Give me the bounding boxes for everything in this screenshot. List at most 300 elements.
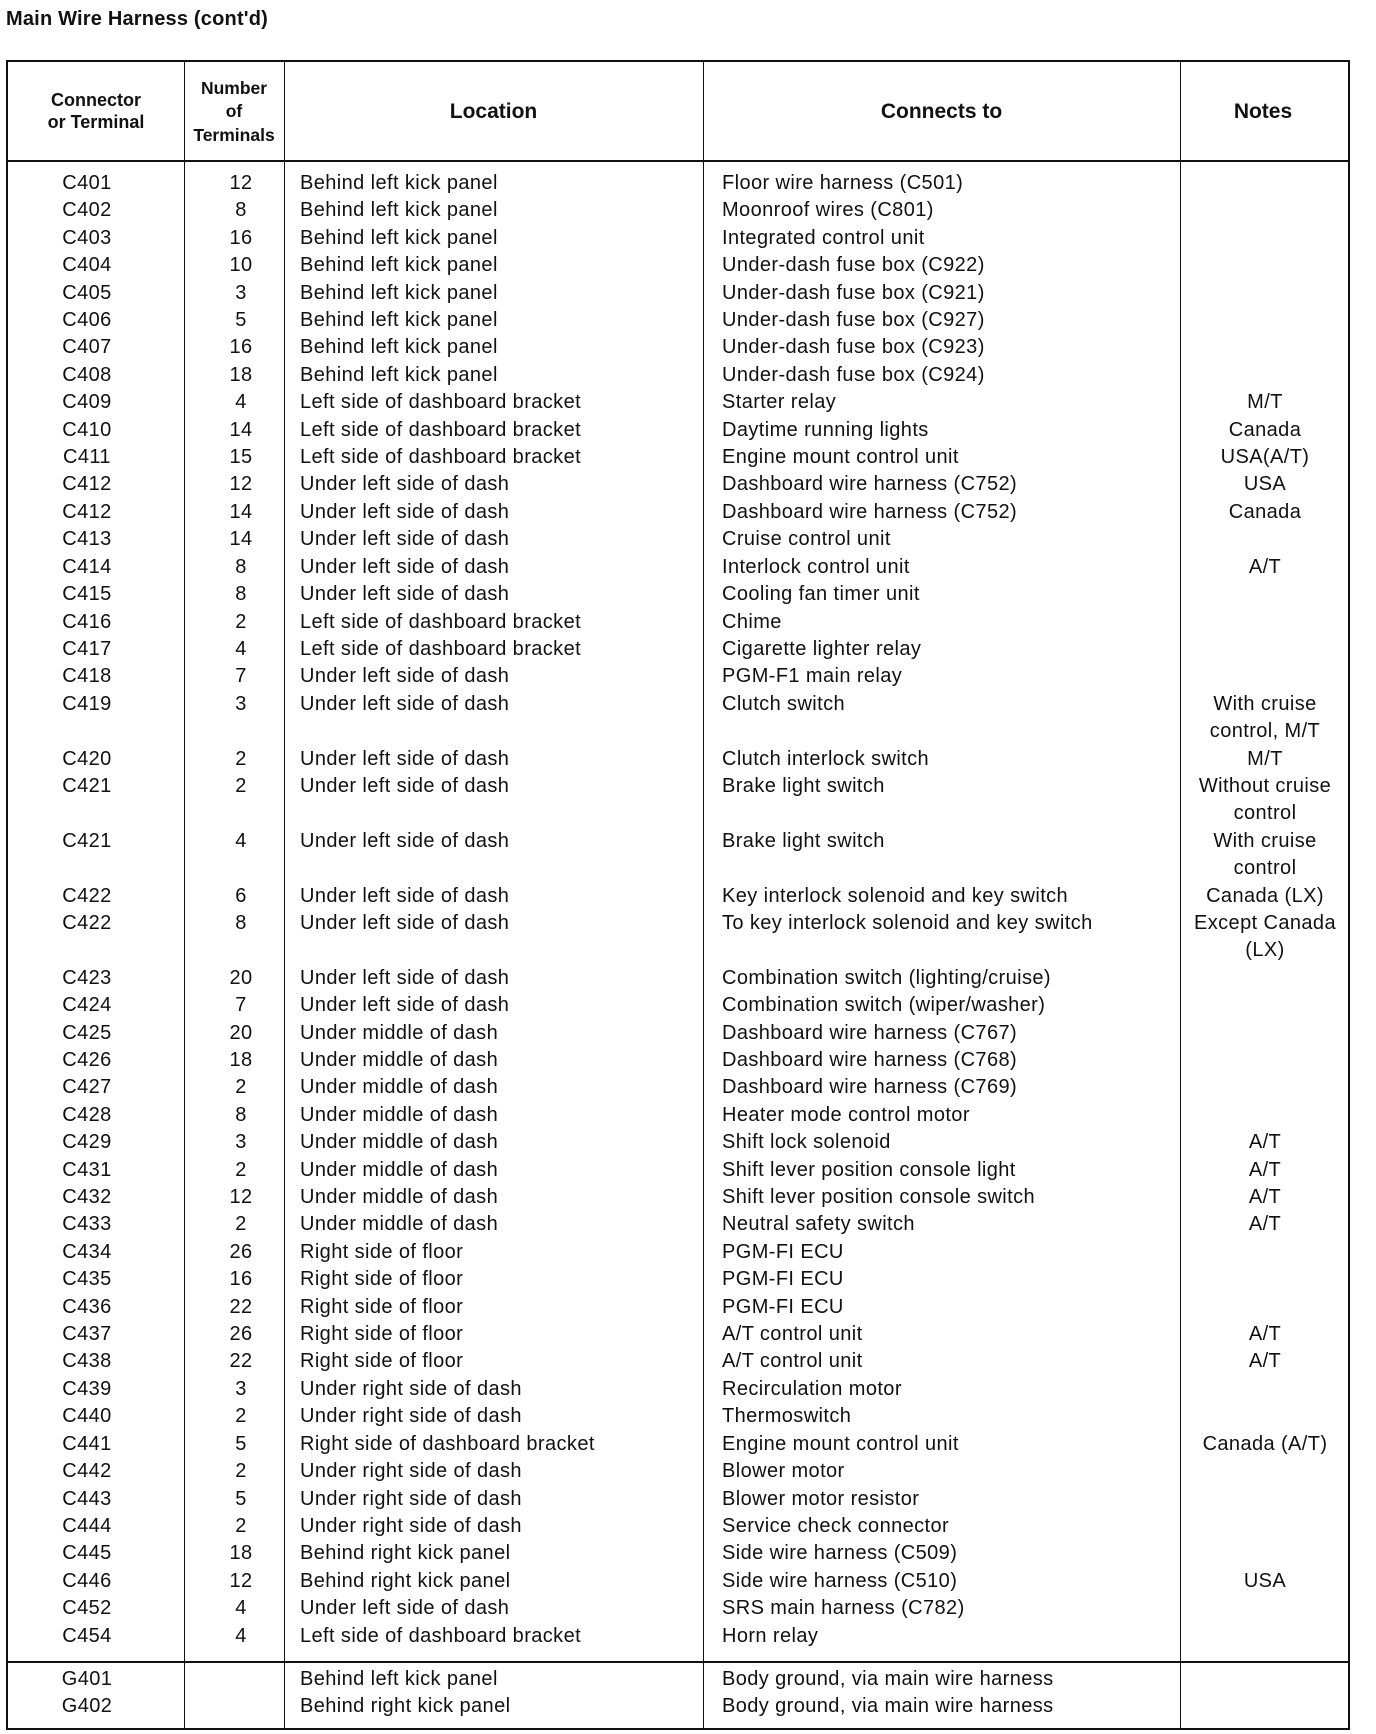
location-cell: Left side of dashboard bracket: [300, 446, 582, 469]
connects-to-cell: Recirculation motor: [722, 1377, 902, 1400]
terminals-cell: 4: [235, 637, 247, 660]
notes-cell: [1182, 526, 1348, 553]
location-cell: Under middle of dash: [300, 1103, 499, 1126]
location-cell: Under right side of dash: [300, 1377, 522, 1400]
table-row: [8, 965, 1348, 992]
connects-to-cell: Blower motor: [722, 1460, 845, 1483]
terminals-cell: 8: [235, 583, 247, 606]
connector-cell: C403: [62, 226, 112, 249]
table-row: [8, 1348, 1348, 1375]
connector-rows: [8, 170, 1348, 1650]
connector-cell: C428: [62, 1103, 112, 1126]
notes-cell: USA(A/T): [1220, 446, 1310, 469]
connector-cell: C416: [62, 610, 112, 633]
terminals-cell: 8: [235, 911, 247, 934]
connects-to-cell: Cruise control unit: [722, 528, 891, 551]
connects-to-cell: To key interlock solenoid and key switch: [722, 911, 1093, 934]
header-location: Location: [449, 100, 538, 124]
connector-cell: C405: [62, 281, 112, 304]
location-cell: Under left side of dash: [300, 774, 510, 797]
terminals-cell: 26: [229, 1323, 253, 1346]
connects-to-cell: Dashboard wire harness (C767): [722, 1021, 1018, 1044]
notes-cell: [1182, 280, 1348, 307]
notes-cell: [1182, 1623, 1348, 1650]
connects-to-cell: Shift lever position console switch: [722, 1186, 1036, 1209]
connector-cell: C410: [62, 418, 112, 441]
ground-rows: [8, 1666, 1348, 1721]
table-row: [8, 225, 1348, 252]
table-row: [8, 1157, 1348, 1184]
connects-to-cell: Service check connector: [722, 1514, 950, 1537]
location-cell: Under right side of dash: [300, 1487, 522, 1510]
connector-cell: C404: [62, 254, 112, 277]
terminals-cell: 2: [235, 1076, 247, 1099]
location-cell: Under left side of dash: [300, 692, 510, 715]
notes-cell: [1182, 992, 1348, 1019]
connector-cell: C421: [62, 774, 112, 797]
connects-to-cell: Starter relay: [722, 391, 837, 414]
location-cell: Under right side of dash: [300, 1460, 522, 1483]
connects-to-cell: Combination switch (wiper/washer): [722, 994, 1046, 1017]
notes-cell: With cruise control, M/T: [1209, 692, 1321, 743]
location-cell: Left side of dashboard bracket: [300, 610, 582, 633]
connects-to-cell: A/T control unit: [722, 1350, 863, 1373]
connects-to-cell: Interlock control unit: [722, 555, 910, 578]
table-row: [8, 444, 1348, 471]
connects-to-cell: Side wire harness (C510): [722, 1569, 958, 1592]
location-cell: Under left side of dash: [300, 966, 510, 989]
notes-cell: [1182, 1294, 1348, 1321]
table-row: [8, 1321, 1348, 1348]
connects-to-cell: Shift lock solenoid: [722, 1131, 891, 1154]
table-row: [8, 609, 1348, 636]
terminals-cell: 4: [235, 1624, 247, 1647]
notes-cell: [1182, 1074, 1348, 1101]
terminals-cell: 16: [229, 226, 253, 249]
header-connector: Connector or Terminal: [47, 90, 145, 132]
connector-cell: C424: [62, 994, 112, 1017]
notes-cell: A/T: [1248, 1158, 1282, 1181]
notes-cell: [1182, 1239, 1348, 1266]
table-row: [8, 389, 1348, 416]
location-cell: Behind left kick panel: [300, 1668, 498, 1690]
notes-cell: A/T: [1248, 1213, 1282, 1236]
connects-to-cell: Under-dash fuse box (C921): [722, 281, 985, 304]
location-cell: Under left side of dash: [300, 829, 510, 852]
location-cell: Right side of floor: [300, 1268, 464, 1291]
location-cell: Behind left kick panel: [300, 281, 498, 304]
connector-cell: C413: [62, 528, 112, 551]
notes-cell: USA: [1243, 473, 1287, 496]
connects-to-cell: Dashboard wire harness (C769): [722, 1076, 1018, 1099]
notes-cell: Canada: [1228, 418, 1302, 441]
location-cell: Under middle of dash: [300, 1131, 499, 1154]
table-row: [8, 280, 1348, 307]
connector-cell: C446: [62, 1569, 112, 1592]
table-row: [8, 1595, 1348, 1622]
location-cell: Under left side of dash: [300, 884, 510, 907]
connector-cell: C422: [62, 911, 112, 934]
notes-cell: [1182, 1020, 1348, 1047]
location-cell: Behind left kick panel: [300, 309, 498, 332]
terminals-cell: 4: [235, 391, 247, 414]
connects-to-cell: Neutral safety switch: [722, 1213, 915, 1236]
table-row: [8, 471, 1348, 498]
location-cell: Under left side of dash: [300, 555, 510, 578]
connects-to-cell: Cooling fan timer unit: [722, 583, 920, 606]
terminals-cell: 14: [229, 418, 253, 441]
notes-cell: [1182, 362, 1348, 389]
table-row: [8, 1047, 1348, 1074]
connector-cell: C425: [62, 1021, 112, 1044]
connector-cell: C427: [62, 1076, 112, 1099]
connects-to-cell: Engine mount control unit: [722, 446, 959, 469]
terminals-cell: 2: [235, 1405, 247, 1428]
table-row: [8, 691, 1348, 746]
notes-cell: [1182, 1666, 1348, 1693]
connects-to-cell: PGM-FI ECU: [722, 1268, 844, 1291]
table-row: [8, 1211, 1348, 1238]
terminals-cell: 14: [229, 528, 253, 551]
terminals-cell: 2: [235, 774, 247, 797]
table-row: [8, 746, 1348, 773]
table-row: [8, 663, 1348, 690]
connects-to-cell: Body ground, via main wire harness: [722, 1668, 1054, 1690]
terminals-cell: 7: [235, 994, 247, 1017]
table-row: [8, 883, 1348, 910]
table-row: [8, 197, 1348, 224]
connects-to-cell: Key interlock solenoid and key switch: [722, 884, 1069, 907]
location-cell: Right side of dashboard bracket: [300, 1432, 595, 1455]
header-connects-to: Connects to: [880, 100, 1003, 124]
notes-cell: A/T: [1248, 1131, 1282, 1154]
connects-to-cell: A/T control unit: [722, 1323, 863, 1346]
terminals-cell: [186, 1666, 286, 1693]
page-title: Main Wire Harness (cont'd): [6, 8, 269, 30]
notes-cell: [1182, 334, 1348, 361]
connector-cell: C454: [62, 1624, 112, 1647]
notes-cell: A/T: [1248, 1350, 1282, 1373]
terminals-cell: 12: [229, 1569, 253, 1592]
location-cell: Behind left kick panel: [300, 199, 498, 222]
location-cell: Behind right kick panel: [300, 1695, 511, 1718]
connects-to-cell: Body ground, via main wire harness: [722, 1695, 1054, 1718]
notes-cell: Canada (A/T): [1202, 1432, 1328, 1455]
table-row: [8, 828, 1348, 883]
terminals-cell: 12: [229, 172, 253, 194]
location-cell: Behind left kick panel: [300, 363, 498, 386]
terminals-cell: 8: [235, 199, 247, 222]
terminals-cell: 22: [229, 1350, 253, 1373]
terminals-cell: 2: [235, 1158, 247, 1181]
table-row: [8, 1102, 1348, 1129]
header-number-of-terminals: Number of Terminals: [193, 77, 275, 145]
table-row: [8, 1403, 1348, 1430]
terminals-cell: 8: [235, 1103, 247, 1126]
terminals-cell: 7: [235, 665, 247, 688]
notes-cell: [1182, 197, 1348, 224]
notes-cell: USA: [1243, 1569, 1287, 1592]
connector-cell: C438: [62, 1350, 112, 1373]
location-cell: Behind left kick panel: [300, 254, 498, 277]
connector-cell: G402: [61, 1695, 113, 1718]
connects-to-cell: Chime: [722, 610, 782, 633]
location-cell: Behind left kick panel: [300, 226, 498, 249]
header-notes: Notes: [1233, 100, 1293, 124]
connects-to-cell: Dashboard wire harness (C752): [722, 500, 1018, 523]
location-cell: Under left side of dash: [300, 747, 510, 770]
connector-cell: C415: [62, 583, 112, 606]
notes-cell: [1182, 581, 1348, 608]
connector-cell: C437: [62, 1323, 112, 1346]
connects-to-cell: Heater mode control motor: [722, 1103, 970, 1126]
notes-cell: [1182, 1376, 1348, 1403]
location-cell: Under right side of dash: [300, 1514, 522, 1537]
terminals-cell: 3: [235, 281, 247, 304]
table-row: [8, 773, 1348, 828]
notes-cell: [1182, 1266, 1348, 1293]
table-row: [8, 1376, 1348, 1403]
connector-cell: C419: [62, 692, 112, 715]
terminals-cell: 4: [235, 829, 247, 852]
connector-cell: C452: [62, 1597, 112, 1620]
connector-cell: C444: [62, 1514, 112, 1537]
table-row: [8, 1513, 1348, 1540]
connector-cell: C431: [62, 1158, 112, 1181]
table-row: [8, 1129, 1348, 1156]
table-row: [8, 1020, 1348, 1047]
notes-cell: With cruise control: [1213, 829, 1317, 880]
connects-to-cell: Moonroof wires (C801): [722, 199, 934, 222]
notes-cell: [1182, 636, 1348, 663]
connector-cell: C402: [62, 199, 112, 222]
connector-cell: C422: [62, 884, 112, 907]
table-row: [8, 1239, 1348, 1266]
connects-to-cell: PGM-FI ECU: [722, 1295, 844, 1318]
connects-to-cell: Under-dash fuse box (C927): [722, 309, 985, 332]
notes-cell: Except Canada (LX): [1194, 911, 1336, 962]
connects-to-cell: Dashboard wire harness (C752): [722, 473, 1018, 496]
table-row: [8, 499, 1348, 526]
terminals-cell: 18: [229, 363, 253, 386]
notes-cell: [1182, 1595, 1348, 1622]
table-row: [8, 362, 1348, 389]
location-cell: Right side of floor: [300, 1350, 464, 1373]
table-row: [8, 1568, 1348, 1595]
connector-cell: C421: [62, 829, 112, 852]
location-cell: Behind right kick panel: [300, 1569, 511, 1592]
terminals-cell: 18: [229, 1049, 253, 1071]
notes-cell: M/T: [1247, 391, 1283, 414]
connector-cell: C414: [62, 555, 112, 578]
location-cell: Under left side of dash: [300, 473, 510, 496]
location-cell: Under left side of dash: [300, 1597, 510, 1620]
table-row: [8, 170, 1348, 197]
terminals-cell: 3: [235, 1377, 247, 1400]
notes-cell: Without cruise control: [1198, 774, 1332, 825]
terminals-cell: 4: [235, 1597, 247, 1620]
connects-to-cell: Floor wire harness (C501): [722, 172, 964, 194]
connector-cell: C418: [62, 665, 112, 688]
connector-cell: C409: [62, 391, 112, 414]
connects-to-cell: Brake light switch: [722, 774, 885, 797]
connects-to-cell: Brake light switch: [722, 829, 885, 852]
connects-to-cell: Shift lever position console light: [722, 1158, 1016, 1181]
connects-to-cell: Under-dash fuse box (C922): [722, 254, 985, 277]
connector-cell: C439: [62, 1377, 112, 1400]
connects-to-cell: SRS main harness (C782): [722, 1597, 965, 1620]
terminals-cell: 20: [229, 1021, 253, 1044]
notes-cell: [1182, 252, 1348, 279]
notes-cell: [1182, 170, 1348, 197]
connector-cell: C441: [62, 1432, 112, 1455]
table-row: [8, 1693, 1348, 1720]
connects-to-cell: Side wire harness (C509): [722, 1542, 958, 1565]
connects-to-cell: Combination switch (lighting/cruise): [722, 966, 1051, 989]
terminals-cell: 22: [229, 1295, 253, 1318]
location-cell: Under right side of dash: [300, 1405, 522, 1428]
terminals-cell: 26: [229, 1240, 253, 1263]
connector-cell: C408: [62, 363, 112, 386]
terminals-cell: 20: [229, 966, 253, 989]
table-row: [8, 1666, 1348, 1693]
table-row: [8, 636, 1348, 663]
table-row: [8, 307, 1348, 334]
table-row: [8, 1540, 1348, 1567]
location-cell: Behind right kick panel: [300, 1542, 511, 1565]
terminals-cell: 3: [235, 1131, 247, 1154]
terminals-cell: 14: [229, 500, 253, 523]
connects-to-cell: Under-dash fuse box (C923): [722, 336, 985, 359]
connects-to-cell: Integrated control unit: [722, 226, 925, 249]
location-cell: Under middle of dash: [300, 1213, 499, 1236]
location-cell: Under left side of dash: [300, 911, 510, 934]
terminals-cell: 3: [235, 692, 247, 715]
table-row: [8, 1431, 1348, 1458]
location-cell: Under middle of dash: [300, 1158, 499, 1181]
connects-to-cell: Cigarette lighter relay: [722, 637, 922, 660]
location-cell: Under middle of dash: [300, 1186, 499, 1209]
terminals-cell: 18: [229, 1542, 253, 1565]
connects-to-cell: Daytime running lights: [722, 418, 929, 441]
connector-cell: C443: [62, 1487, 112, 1510]
connector-cell: C440: [62, 1405, 112, 1428]
notes-cell: [1182, 1458, 1348, 1485]
table-row: [8, 1074, 1348, 1101]
notes-cell: [1182, 1513, 1348, 1540]
location-cell: Right side of floor: [300, 1323, 464, 1346]
terminals-cell: 5: [235, 309, 247, 332]
terminals-cell: 12: [229, 473, 253, 496]
connects-to-cell: Clutch switch: [722, 692, 846, 715]
terminals-cell: 2: [235, 610, 247, 633]
terminals-cell: 8: [235, 555, 247, 578]
table-row: [8, 1623, 1348, 1650]
location-cell: Under left side of dash: [300, 500, 510, 523]
terminals-cell: 2: [235, 1460, 247, 1483]
connector-cell: C445: [62, 1542, 112, 1565]
connects-to-cell: Dashboard wire harness (C768): [722, 1049, 1018, 1071]
table-row: [8, 554, 1348, 581]
location-cell: Left side of dashboard bracket: [300, 418, 582, 441]
table-row: [8, 1458, 1348, 1485]
table-row: [8, 910, 1348, 965]
notes-cell: [1182, 663, 1348, 690]
notes-cell: M/T: [1247, 747, 1283, 770]
location-cell: Under left side of dash: [300, 994, 510, 1017]
connector-cell: C442: [62, 1460, 112, 1483]
harness-table: [6, 60, 1350, 1730]
location-cell: Under middle of dash: [300, 1049, 499, 1071]
terminals-cell: 6: [235, 884, 247, 907]
connector-cell: C412: [62, 500, 112, 523]
connector-cell: C436: [62, 1295, 112, 1318]
table-row: [8, 1266, 1348, 1293]
notes-cell: [1182, 1486, 1348, 1513]
connector-cell: C417: [62, 637, 112, 660]
terminals-cell: 5: [235, 1487, 247, 1510]
notes-cell: [1182, 307, 1348, 334]
terminals-cell: 10: [229, 254, 253, 277]
connector-cell: C420: [62, 747, 112, 770]
terminals-cell: 15: [229, 446, 253, 469]
connector-cell: C435: [62, 1268, 112, 1291]
location-cell: Behind left kick panel: [300, 172, 498, 194]
connects-to-cell: Under-dash fuse box (C924): [722, 363, 985, 386]
connects-to-cell: Clutch interlock switch: [722, 747, 930, 770]
table-row: [8, 992, 1348, 1019]
connector-cell: C407: [62, 336, 112, 359]
location-cell: Under middle of dash: [300, 1076, 499, 1099]
terminals-cell: 16: [229, 1268, 253, 1291]
terminals-cell: [186, 1693, 286, 1720]
location-cell: Left side of dashboard bracket: [300, 637, 582, 660]
location-cell: Under left side of dash: [300, 665, 510, 688]
notes-cell: [1182, 1403, 1348, 1430]
connector-cell: G401: [61, 1668, 113, 1690]
terminals-cell: 2: [235, 1514, 247, 1537]
notes-cell: [1182, 1102, 1348, 1129]
connector-cell: C423: [62, 966, 112, 989]
table-row: [8, 1184, 1348, 1211]
table-row: [8, 1486, 1348, 1513]
notes-cell: Canada: [1228, 500, 1302, 523]
location-cell: Left side of dashboard bracket: [300, 1624, 582, 1647]
connector-cell: C406: [62, 309, 112, 332]
table-row: [8, 526, 1348, 553]
connects-to-cell: PGM-FI ECU: [722, 1240, 844, 1263]
table-row: [8, 581, 1348, 608]
terminals-cell: 16: [229, 336, 253, 359]
connector-cell: C429: [62, 1131, 112, 1154]
notes-cell: [1182, 1693, 1348, 1720]
connector-cell: C401: [62, 172, 112, 194]
connector-cell: C433: [62, 1213, 112, 1236]
location-cell: Right side of floor: [300, 1295, 464, 1318]
connects-to-cell: Horn relay: [722, 1624, 819, 1647]
location-cell: Under middle of dash: [300, 1021, 499, 1044]
ground-rule: [8, 1661, 1348, 1663]
notes-cell: A/T: [1248, 1323, 1282, 1346]
table-row: [8, 1294, 1348, 1321]
location-cell: Left side of dashboard bracket: [300, 391, 582, 414]
notes-cell: [1182, 609, 1348, 636]
notes-cell: [1182, 1047, 1348, 1074]
table-row: [8, 417, 1348, 444]
notes-cell: A/T: [1248, 555, 1282, 578]
terminals-cell: 2: [235, 747, 247, 770]
connects-to-cell: Blower motor resistor: [722, 1487, 920, 1510]
